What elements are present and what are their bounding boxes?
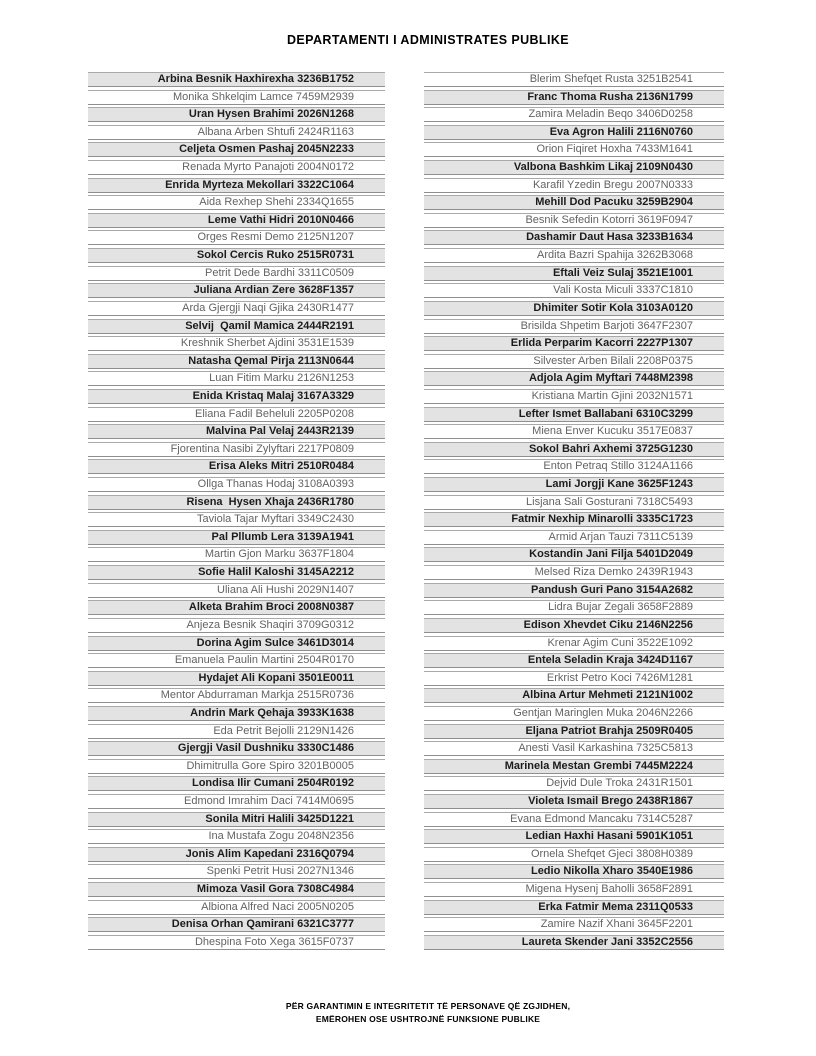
table-row: Londisa Ilir Cumani 2504R0192	[88, 776, 385, 791]
table-row: Pandush Guri Pano 3154A2682	[424, 583, 724, 598]
table-row: Zamire Nazif Xhani 3645F2201	[424, 917, 724, 932]
table-row: Blerim Shefqet Rusta 3251B2541	[424, 72, 724, 87]
table-row: Erkrist Petro Koci 7426M1281	[424, 671, 724, 686]
table-row: Mehill Dod Pacuku 3259B2904	[424, 195, 724, 210]
table-row: Natasha Qemal Pirja 2113N0644	[88, 354, 385, 369]
table-row: Karafil Yzedin Bregu 2007N0333	[424, 178, 724, 193]
table-row: Fatmir Nexhip Minarolli 3335C1723	[424, 512, 724, 527]
table-row: Albiona Alfred Naci 2005N0205	[88, 900, 385, 915]
table-row: Lami Jorgji Kane 3625F1243	[424, 477, 724, 492]
table-row: Martin Gjon Marku 3637F1804	[88, 547, 385, 562]
table-row: Ledian Haxhi Hasani 5901K1051	[424, 829, 724, 844]
table-row: Alketa Brahim Broci 2008N0387	[88, 600, 385, 615]
table-row: Melsed Riza Demko 2439R1943	[424, 565, 724, 580]
table-row: Ollga Thanas Hodaj 3108A0393	[88, 477, 385, 492]
table-row: Arda Gjergji Naqi Gjika 2430R1477	[88, 301, 385, 316]
table-row: Anesti Vasil Karkashina 7325C5813	[424, 741, 724, 756]
table-row: Dorina Agim Sulce 3461D3014	[88, 636, 385, 651]
table-row: Anjeza Besnik Shaqiri 3709G0312	[88, 618, 385, 633]
table-row: Enton Petraq Stillo 3124A1166	[424, 459, 724, 474]
table-row: Luan Fitim Marku 2126N1253	[88, 371, 385, 386]
table-row: Albina Artur Mehmeti 2121N1002	[424, 688, 724, 703]
table-row: Enrida Myrteza Mekollari 3322C1064	[88, 178, 385, 193]
table-row: Hydajet Ali Kopani 3501E0011	[88, 671, 385, 686]
table-row: Silvester Arben Bilali 2208P0375	[424, 354, 724, 369]
table-row: Dhimiter Sotir Kola 3103A0120	[424, 301, 724, 316]
table-row: Kreshnik Sherbet Ajdini 3531E1539	[88, 336, 385, 351]
table-row: Dhimitrulla Gore Spiro 3201B0005	[88, 759, 385, 774]
table-row: Marinela Mestan Grembi 7445M2224	[424, 759, 724, 774]
table-row: Jonis Alim Kapedani 2316Q0794	[88, 847, 385, 862]
table-row: Emanuela Paulin Martini 2504R0170	[88, 653, 385, 668]
table-row: Entela Seladin Kraja 3424D1167	[424, 653, 724, 668]
table-row: Orion Fiqiret Hoxha 7433M1641	[424, 142, 724, 157]
table-row: Franc Thoma Rusha 2136N1799	[424, 90, 724, 105]
table-row: Taviola Tajar Myftari 3349C2430	[88, 512, 385, 527]
table-row: Ornela Shefqet Gjeci 3808H0389	[424, 847, 724, 862]
table-row: Ardita Bazri Spahija 3262B3068	[424, 248, 724, 263]
table-row: Dashamir Daut Hasa 3233B1634	[424, 230, 724, 245]
table-row: Zamira Meladin Beqo 3406D0258	[424, 107, 724, 122]
table-row: Lidra Bujar Zegali 3658F2889	[424, 600, 724, 615]
table-row: Edmond Imrahim Daci 7414M0695	[88, 794, 385, 809]
table-row: Adjola Agim Myftari 7448M2398	[424, 371, 724, 386]
table-row: Renada Myrto Panajoti 2004N0172	[88, 160, 385, 175]
table-row: Orges Resmi Demo 2125N1207	[88, 230, 385, 245]
table-row: Mentor Abdurraman Markja 2515R0736	[88, 688, 385, 703]
table-row: Erisa Aleks Mitri 2510R0484	[88, 459, 385, 474]
table-row: Vali Kosta Miculi 3337C1810	[424, 283, 724, 298]
table-row: Albana Arben Shtufi 2424R1163	[88, 125, 385, 140]
personnel-table	[88, 72, 724, 952]
table-row: Enida Kristaq Malaj 3167A3329	[88, 389, 385, 404]
table-row: Pal Pllumb Lera 3139A1941	[88, 530, 385, 545]
table-row: Fjorentina Nasibi Zylyftari 2217P0809	[88, 442, 385, 457]
table-row: Edison Xhevdet Ciku 2146N2256	[424, 618, 724, 633]
table-row: Dhespina Foto Xega 3615F0737	[88, 935, 385, 950]
table-row: Selvij Qamil Mamica 2444R2191	[88, 319, 385, 334]
table-row: Brisilda Shpetim Barjoti 3647F2307	[424, 319, 724, 334]
table-row: Sokol Cercis Ruko 2515R0731	[88, 248, 385, 263]
footer-line-1: PËR GARANTIMIN E INTEGRITETIT TË PERSONAVE QË ZGJIDHEN,	[285, 1001, 571, 1011]
table-row: Erlida Perparim Kacorri 2227P1307	[424, 336, 724, 351]
table-row: Eda Petrit Bejolli 2129N1426	[88, 724, 385, 739]
table-row: Andrin Mark Qehaja 3933K1638	[88, 706, 385, 721]
table-row: Mimoza Vasil Gora 7308C4984	[88, 882, 385, 897]
table-row: Eftali Veiz Sulaj 3521E1001	[424, 266, 724, 281]
table-row: Violeta Ismail Brego 2438R1867	[424, 794, 724, 809]
page-title: DEPARTAMENTI I ADMINISTRATES PUBLIKE	[287, 33, 569, 47]
table-row: Spenki Petrit Husi 2027N1346	[88, 864, 385, 879]
footer-line-2: EMËROHEN OSE USHTROJNË FUNKSIONE PUBLIKE	[315, 1014, 541, 1024]
table-row: Aida Rexhep Shehi 2334Q1655	[88, 195, 385, 210]
table-row: Evana Edmond Mancaku 7314C5287	[424, 812, 724, 827]
table-row: Monika Shkelqim Lamce 7459M2939	[88, 90, 385, 105]
table-row: Ina Mustafa Zogu 2048N2356	[88, 829, 385, 844]
table-row: Ledio Nikolla Xharo 3540E1986	[424, 864, 724, 879]
table-row: Eliana Fadil Beheluli 2205P0208	[88, 407, 385, 422]
page-footer	[0, 1000, 816, 1026]
table-row: Risena Hysen Xhaja 2436R1780	[88, 495, 385, 510]
table-row: Malvina Pal Velaj 2443R2139	[88, 424, 385, 439]
table-row: Erka Fatmir Mema 2311Q0533	[424, 900, 724, 915]
table-row: Dejvid Dule Troka 2431R1501	[424, 776, 724, 791]
table-row: Valbona Bashkim Likaj 2109N0430	[424, 160, 724, 175]
table-row: Lefter Ismet Ballabani 6310C3299	[424, 407, 724, 422]
table-row: Kristiana Martin Gjini 2032N1571	[424, 389, 724, 404]
table-row: Migena Hysenj Baholli 3658F2891	[424, 882, 724, 897]
table-row: Uliana Ali Hushi 2029N1407	[88, 583, 385, 598]
table-row: Sofie Halil Kaloshi 3145A2212	[88, 565, 385, 580]
table-row: Besnik Sefedin Kotorri 3619F0947	[424, 213, 724, 228]
table-row: Leme Vathi Hidri 2010N0466	[88, 213, 385, 228]
table-row: Petrit Dede Bardhi 3311C0509	[88, 266, 385, 281]
table-row: Gjergji Vasil Dushniku 3330C1486	[88, 741, 385, 756]
table-row: Juliana Ardian Zere 3628F1357	[88, 283, 385, 298]
right-column	[424, 72, 724, 952]
table-row: Gentjan Maringlen Muka 2046N2266	[424, 706, 724, 721]
table-row: Laureta Skender Jani 3352C2556	[424, 935, 724, 950]
table-row: Miena Enver Kucuku 3517E0837	[424, 424, 724, 439]
table-row: Uran Hysen Brahimi 2026N1268	[88, 107, 385, 122]
table-row: Kostandin Jani Filja 5401D2049	[424, 547, 724, 562]
table-row: Krenar Agim Cuni 3522E1092	[424, 636, 724, 651]
left-column	[88, 72, 385, 952]
table-row: Eva Agron Halili 2116N0760	[424, 125, 724, 140]
table-row: Celjeta Osmen Pashaj 2045N2233	[88, 142, 385, 157]
table-row: Arbina Besnik Haxhirexha 3236B1752	[88, 72, 385, 87]
table-row: Armid Arjan Tauzi 7311C5139	[424, 530, 724, 545]
table-row: Sonila Mitri Halili 3425D1221	[88, 812, 385, 827]
table-row: Sokol Bahri Axhemi 3725G1230	[424, 442, 724, 457]
table-row: Eljana Patriot Brahja 2509R0405	[424, 724, 724, 739]
table-row: Lisjana Sali Gosturani 7318C5493	[424, 495, 724, 510]
table-row: Denisa Orhan Qamirani 6321C3777	[88, 917, 385, 932]
